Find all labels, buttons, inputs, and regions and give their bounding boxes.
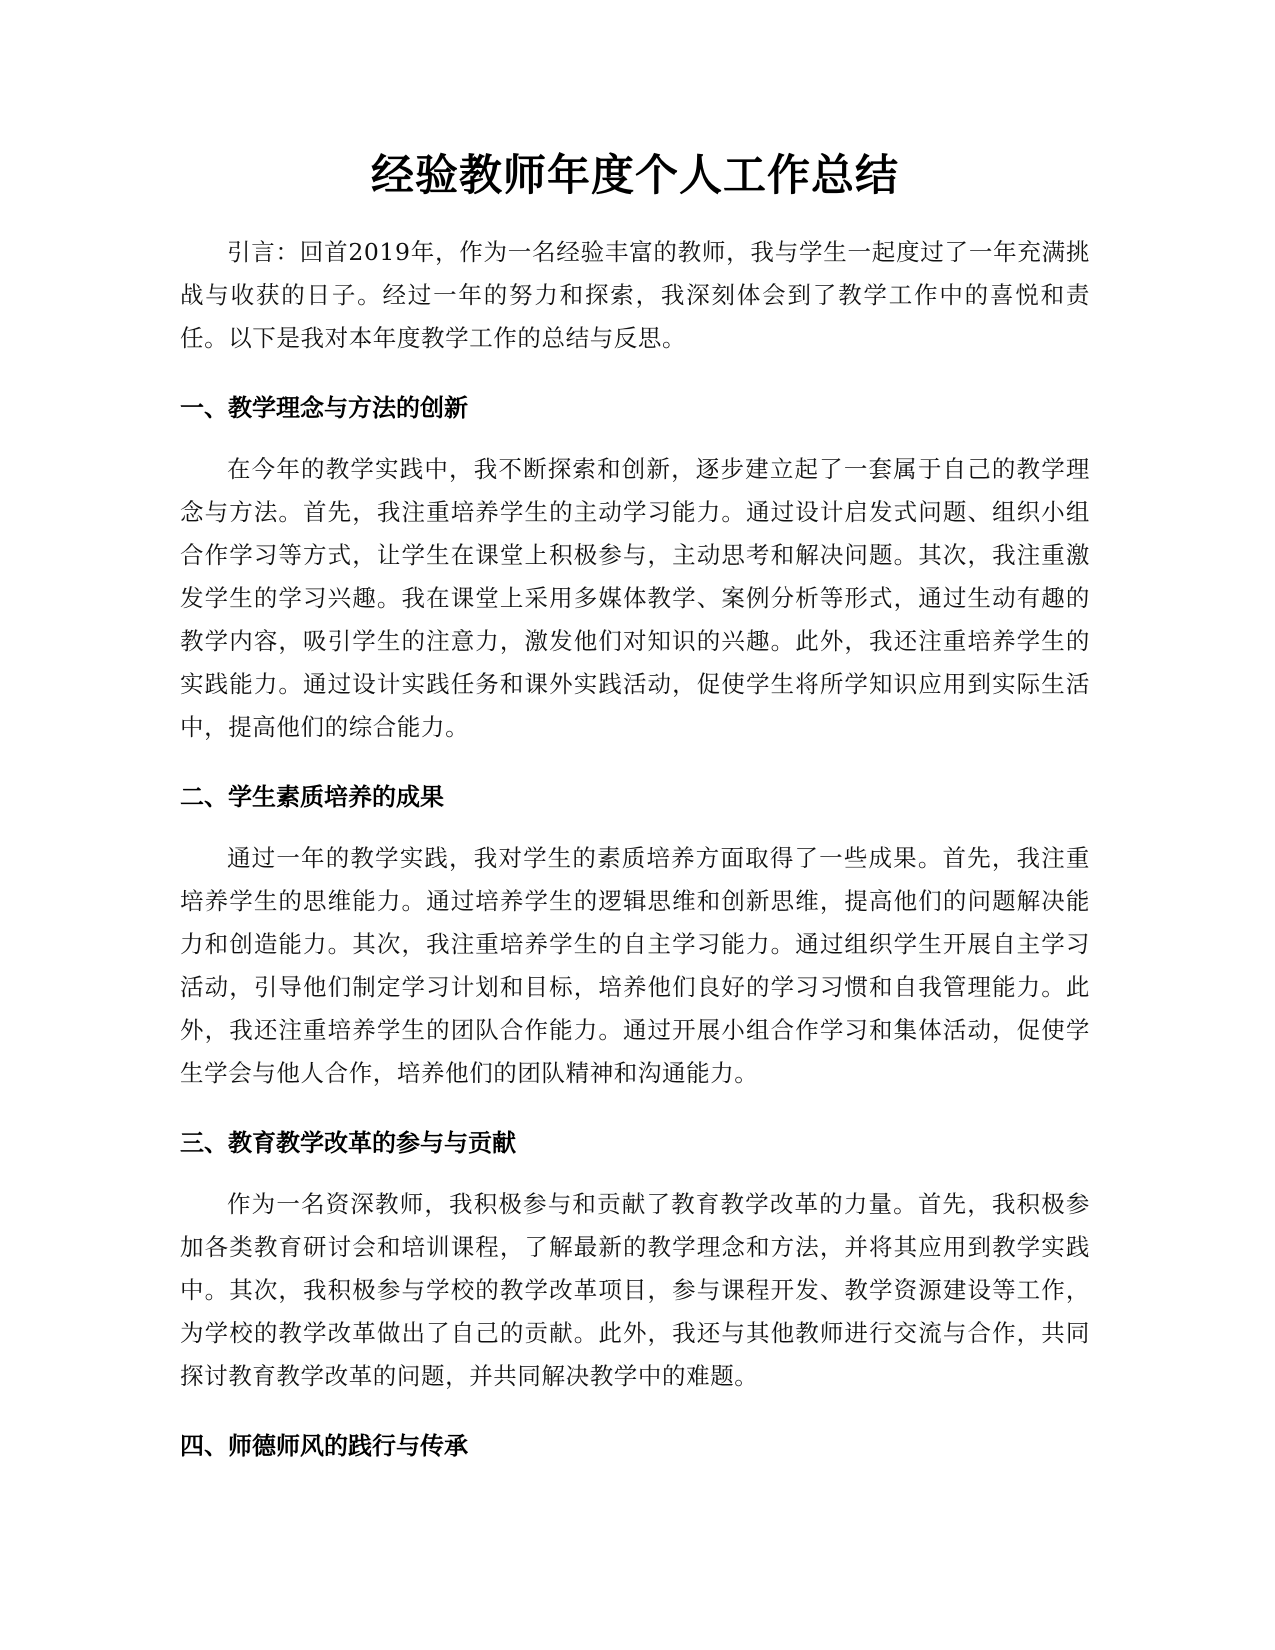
document-page bbox=[180, 0, 1090, 1466]
section-heading-3: 三、教育教学改革的参与与贡献 bbox=[180, 1129, 516, 1157]
section-heading-2: 二、学生素质培养的成果 bbox=[180, 783, 444, 811]
section-body-2: 通过一年的教学实践，我对学生的素质培养方面取得了一些成果。首先，我注重培养学生的思维能力。通过培养学生的逻辑思维和创新思维，提高他们的问题解决能力和创造能力。其次，我注重培养学生的自主学习能力。通过组织学生开展自主学习活动，引导他们制定学习计划和目标，培养他们良好的学习习惯和自我管理能力。此外，我还注重培养学生的团队合作能力。通过开展小组合作学习和集体活动，促使学生学会与他人合作，培养他们的团队精神和沟通能力。 bbox=[180, 844, 1090, 1087]
section-body-1: 在今年的教学实践中，我不断探索和创新，逐步建立起了一套属于自己的教学理念与方法。首先，我注重培养学生的主动学习能力。通过设计启发式问题、组织小组合作学习等方式，让学生在课堂上积极参与，主动思考和解决问题。其次，我注重激发学生的学习兴趣。我在课堂上采用多媒体教学、案例分析等形式，通过生动有趣的教学内容，吸引学生的注意力，激发他们对知识的兴趣。此外，我还注重培养学生的实践能力。通过设计实践任务和课外实践活动，促使学生将所学知识应用到实际生活中，提高他们的综合能力。 bbox=[180, 455, 1090, 741]
intro-paragraph: 引言：回首2019年，作为一名经验丰富的教师，我与学生一起度过了一年充满挑战与收获的日子。经过一年的努力和探索，我深刻体会到了教学工作中的喜悦和责任。以下是我对本年度教学工作的总结与反思。 bbox=[180, 238, 1090, 352]
section-heading-1: 一、教学理念与方法的创新 bbox=[180, 394, 468, 422]
document-title: 经验教师年度个人工作总结 bbox=[371, 151, 899, 201]
section-heading-4: 四、师德师风的践行与传承 bbox=[180, 1432, 468, 1460]
section-body-3: 作为一名资深教师，我积极参与和贡献了教育教学改革的力量。首先，我积极参加各类教育研讨会和培训课程，了解最新的教学理念和方法，并将其应用到教学实践中。其次，我积极参与学校的教学改革项目，参与课程开发、教学资源建设等工作，为学校的教学改革做出了自己的贡献。此外，我还与其他教师进行交流与合作，共同探讨教育教学改革的问题，并共同解决教学中的难题。 bbox=[180, 1190, 1090, 1390]
